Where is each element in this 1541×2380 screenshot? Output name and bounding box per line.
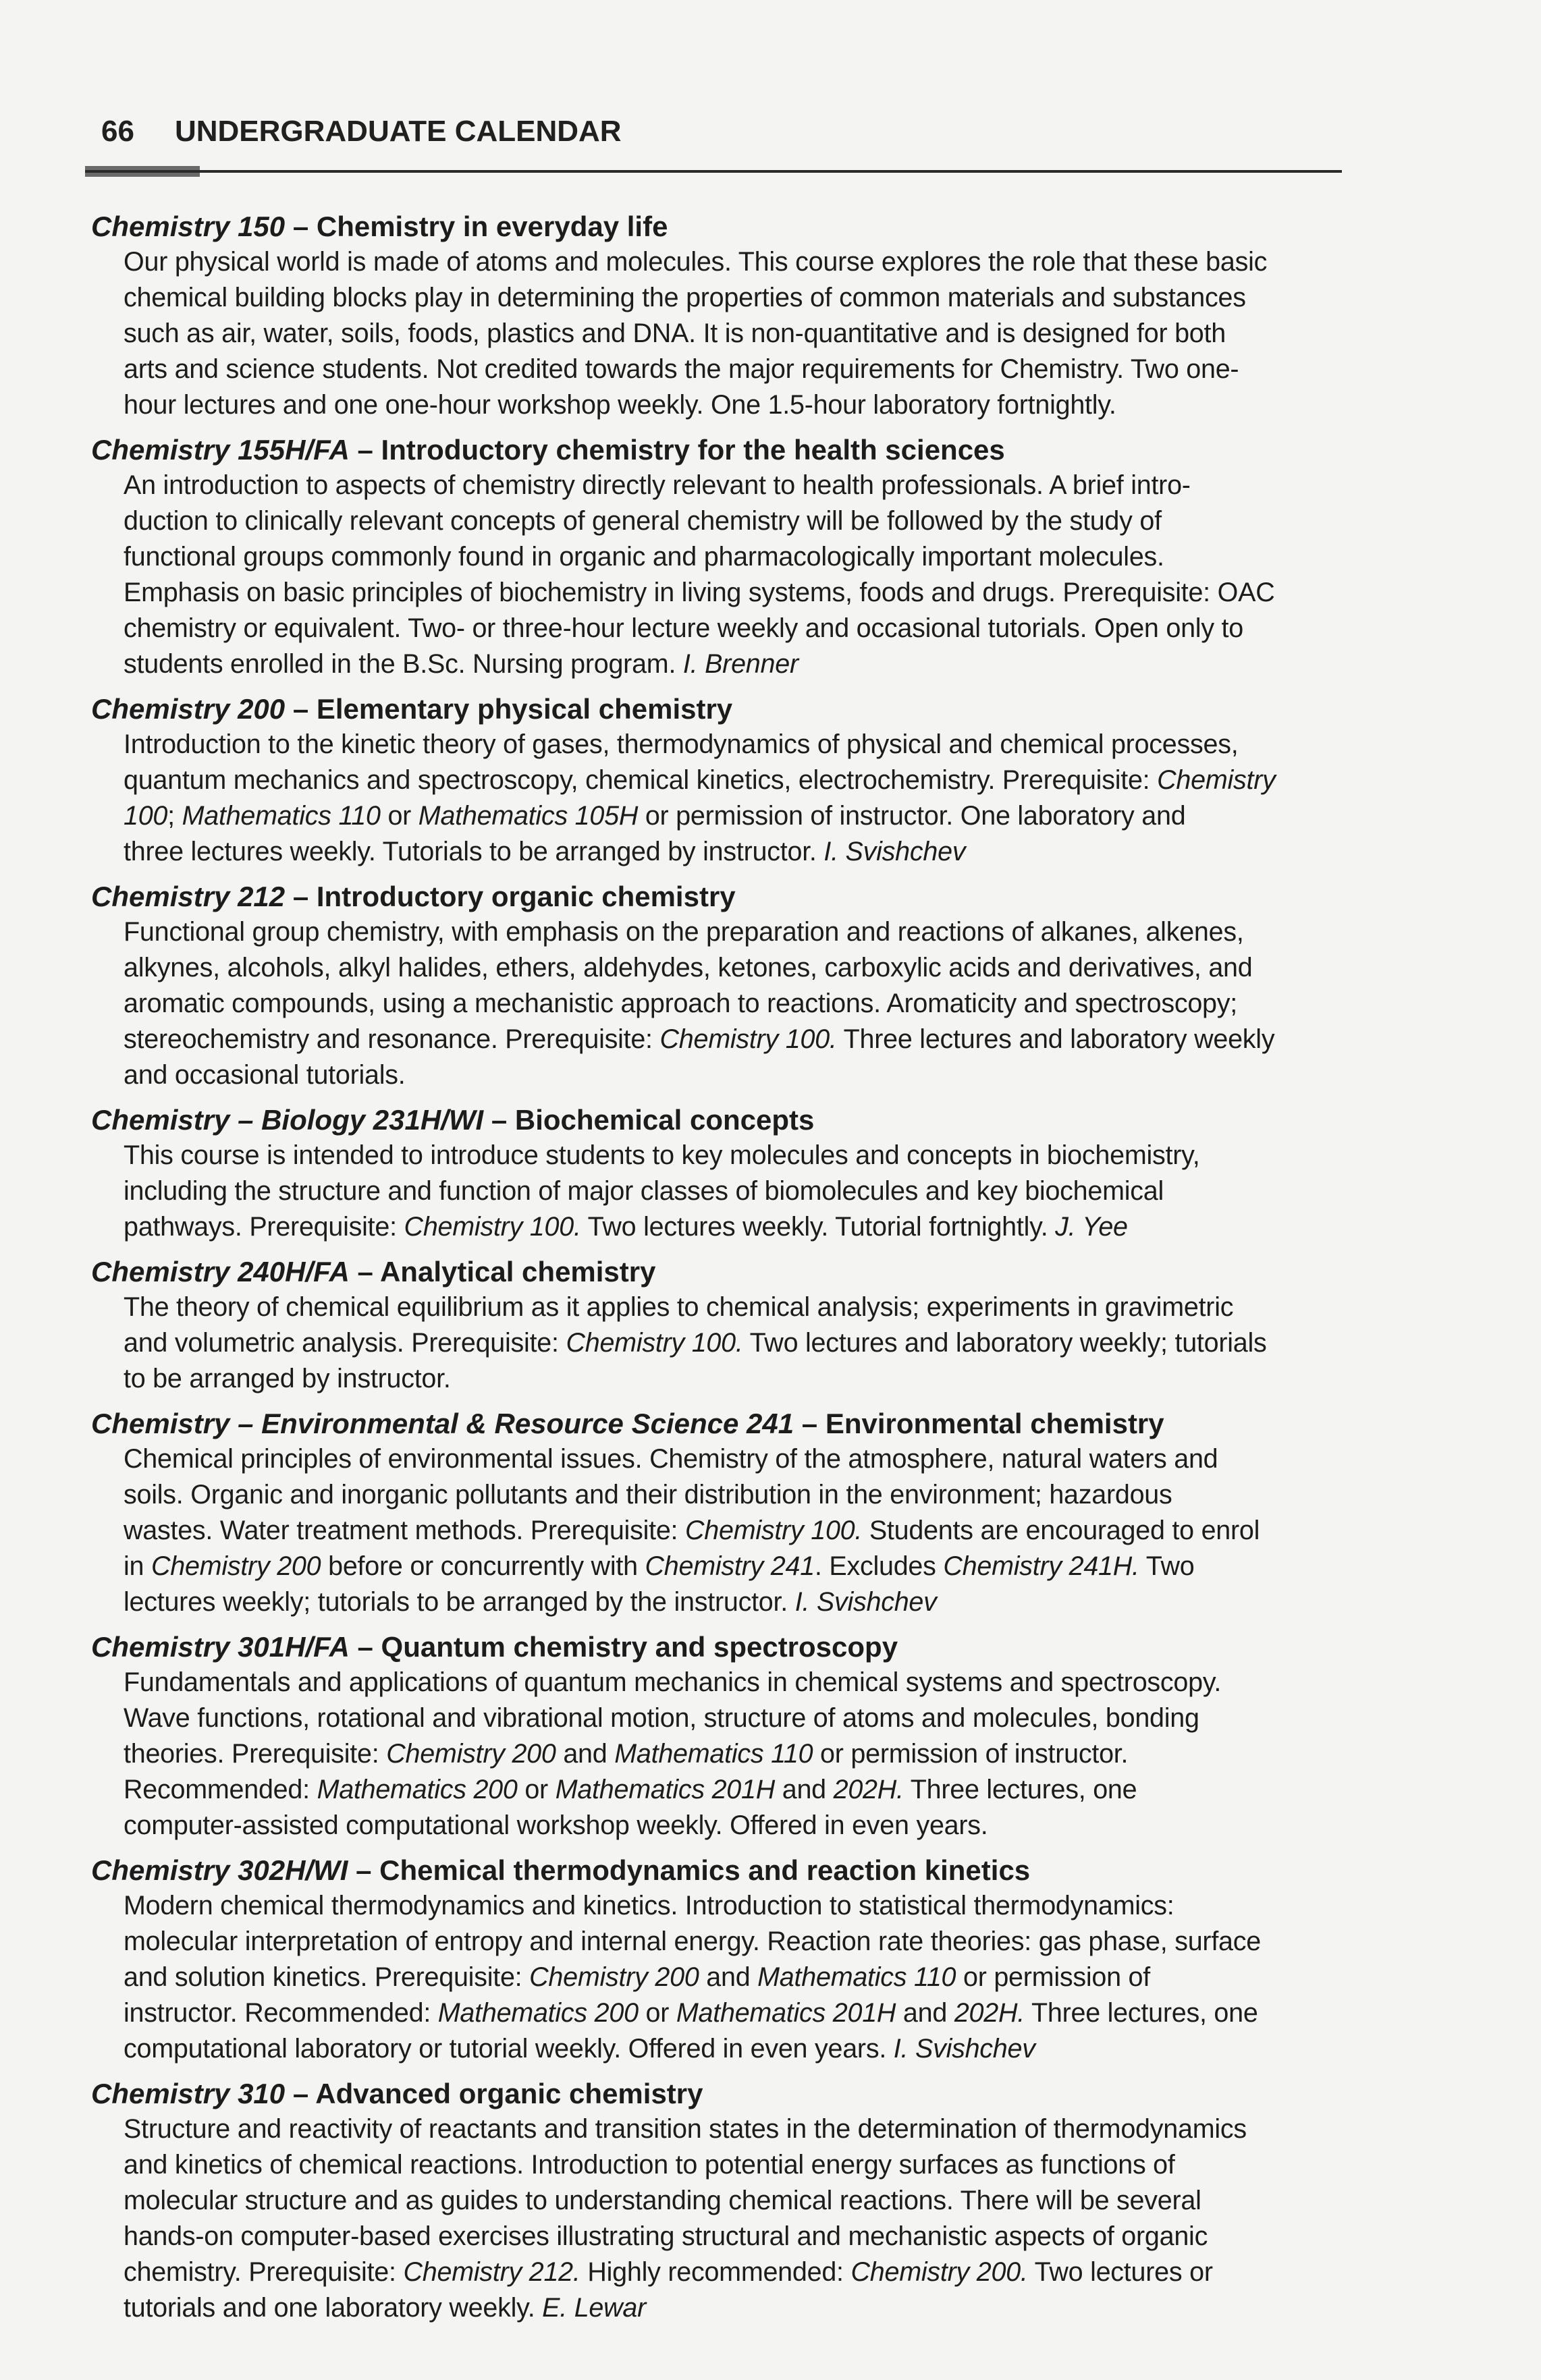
text: stereochemistry and resonance. Prerequisite: (124, 1024, 660, 1054)
text: in (124, 1551, 151, 1581)
text: Two lectures and laboratory weekly; tutorials (742, 1328, 1267, 1358)
text: or permission of instructor. (813, 1739, 1129, 1769)
course-entry (91, 1103, 1353, 1245)
italic-text: I. Brenner (682, 649, 799, 679)
text: molecular interpretation of entropy and internal energy. Reaction rate theories: gas phase, surface (124, 1927, 1261, 1956)
description-line (124, 1325, 1353, 1361)
italic-text: I. Svishchev (823, 837, 966, 866)
course-code: Chemistry – Biology 231H/WI (91, 1104, 484, 1136)
text: or (380, 801, 418, 831)
course-title: Chemical thermodynamics and reaction kinetics (379, 1854, 1031, 1886)
text: Students are encouraged to enrol (862, 1516, 1260, 1545)
text: Highly recommended: (580, 2257, 851, 2287)
course-description (124, 1138, 1353, 1245)
course-heading (91, 879, 1353, 914)
text: or (517, 1775, 556, 1804)
course-separator: – (794, 1408, 826, 1439)
text: An introduction to aspects of chemistry directly relevant to health professionals. A brief intro- (124, 470, 1191, 500)
text: molecular structure and as guides to understanding chemical reactions. There will be several (124, 2186, 1201, 2215)
description-line (124, 244, 1353, 280)
text: Three lectures and laboratory weekly (836, 1024, 1275, 1054)
italic-text: Chemistry 212. (403, 2257, 580, 2287)
description-line (124, 1888, 1353, 1924)
course-title: Quantum chemistry and spectroscopy (381, 1631, 898, 1663)
description-line (124, 2254, 1353, 2290)
text: duction to clinically relevant concepts of general chemistry will be followed by the study of (124, 506, 1162, 536)
description-line (124, 503, 1353, 539)
description-line (124, 2111, 1353, 2147)
course-title: Advanced organic chemistry (315, 2078, 703, 2109)
italic-text: Chemistry 100. (566, 1328, 743, 1358)
text: theories. Prerequisite: (124, 1739, 387, 1769)
text: Introduction to the kinetic theory of gases, thermodynamics of physical and chemical processes, (124, 729, 1239, 759)
text: pathways. Prerequisite: (124, 1212, 404, 1242)
text: instructor. Recommended: (124, 1998, 438, 2028)
description-line (124, 834, 1353, 870)
description-line (124, 1772, 1353, 1808)
text: ; (167, 801, 182, 831)
course-title: Elementary physical chemistry (316, 693, 733, 725)
text: This course is intended to introduce students to key molecules and concepts in biochemistry, (124, 1140, 1200, 1170)
description-line (124, 575, 1353, 611)
text: such as air, water, soils, foods, plastics and DNA. It is non-quantitative and is designed for both (124, 319, 1226, 348)
text: Our physical world is made of atoms and molecules. This course explores the role that these basic (124, 247, 1268, 277)
italic-text: Chemistry 200. (850, 2257, 1028, 2287)
description-line (124, 539, 1353, 575)
course-entry (91, 2076, 1353, 2326)
course-title: Environmental chemistry (825, 1408, 1164, 1439)
description-line (124, 2290, 1353, 2326)
description-line (124, 1924, 1353, 1960)
course-heading (91, 1853, 1353, 1888)
text: chemical building blocks play in determining the properties of common materials and substances (124, 283, 1246, 312)
text: Fundamentals and applications of quantum mechanics in chemical systems and spectroscopy. (124, 1667, 1222, 1697)
description-line (124, 1665, 1353, 1700)
description-line (124, 1022, 1353, 1057)
italic-text: Mathematics 110 (182, 801, 381, 831)
text: to be arranged by instructor. (124, 1364, 451, 1393)
text: Emphasis on basic principles of biochemistry in living systems, foods and drugs. Prerequisite: OAC (124, 578, 1275, 607)
text: hour lectures and one one-hour workshop weekly. One 1.5-hour laboratory fortnightly. (124, 390, 1116, 420)
description-line (124, 1808, 1353, 1844)
italic-text: Chemistry 100. (404, 1212, 581, 1242)
course-heading (91, 433, 1353, 468)
text: The theory of chemical equilibrium as it applies to chemical analysis; experiments in gravimetric (124, 1292, 1234, 1322)
text: and kinetics of chemical reactions. Introduction to potential energy surfaces as functions of (124, 2150, 1175, 2180)
text: students enrolled in the B.Sc. Nursing program. (124, 649, 683, 679)
text: Three lectures, one (903, 1775, 1137, 1804)
course-title: Analytical chemistry (379, 1256, 656, 1288)
italic-text: Mathematics 201H (555, 1775, 775, 1804)
text: Recommended: (124, 1775, 317, 1804)
text: and (775, 1775, 834, 1804)
course-separator: – (349, 434, 381, 466)
course-code: Chemistry 302H/WI (91, 1854, 348, 1886)
course-description (124, 727, 1353, 870)
header-rule (85, 170, 1342, 173)
course-entry (91, 1853, 1353, 2067)
text: and (699, 1962, 758, 1992)
course-description (124, 2111, 1353, 2326)
text: quantum mechanics and spectroscopy, chemical kinetics, electrochemistry. Prerequisite: (124, 765, 1158, 795)
text: or permission of (956, 1962, 1150, 1992)
text: chemistry. Prerequisite: (124, 2257, 404, 2287)
course-separator: – (483, 1104, 515, 1136)
text: chemistry or equivalent. Two- or three-hour lecture weekly and occasional tutorials. Open only to (124, 613, 1243, 643)
course-description (124, 244, 1353, 423)
text: and (556, 1739, 615, 1769)
course-title: Chemistry in everyday life (316, 211, 668, 242)
page-number: 66 (101, 115, 134, 148)
description-line (124, 2219, 1353, 2254)
course-separator: – (285, 2078, 316, 2109)
text: and (896, 1998, 954, 2028)
course-entry (91, 692, 1353, 870)
text: wastes. Water treatment methods. Prerequisite: (124, 1516, 685, 1545)
italic-text: Mathematics 110 (757, 1962, 956, 1992)
description-line (124, 611, 1353, 646)
description-line (124, 280, 1353, 316)
course-code: Chemistry – Environmental & Resource Science 241 (91, 1408, 794, 1439)
description-line (124, 2147, 1353, 2183)
course-entry (91, 1254, 1353, 1397)
description-line (124, 763, 1353, 798)
text: before or concurrently with (321, 1551, 645, 1581)
course-separator: – (348, 1854, 380, 1886)
course-description (124, 468, 1353, 682)
description-line (124, 1477, 1353, 1513)
text: tutorials and one laboratory weekly. (124, 2293, 543, 2323)
text: and solution kinetics. Prerequisite: (124, 1962, 530, 1992)
course-code: Chemistry 212 (91, 881, 286, 912)
italic-text: Mathematics 201H (676, 1998, 896, 2028)
description-line (124, 2183, 1353, 2219)
course-entry (91, 1630, 1353, 1844)
text: computational laboratory or tutorial weekly. Offered in even years. (124, 2034, 894, 2064)
text: alkynes, alcohols, alkyl halides, ethers, aldehydes, ketones, carboxylic acids and derivatives, and (124, 953, 1253, 983)
course-heading (91, 1406, 1353, 1441)
description-line (124, 1549, 1353, 1584)
italic-text: Chemistry 200 (151, 1551, 321, 1581)
text: Structure and reactivity of reactants and transition states in the determination of thermodynamics (124, 2114, 1247, 2144)
description-line (124, 914, 1353, 950)
description-line (124, 1960, 1353, 1995)
course-code: Chemistry 155H/FA (91, 434, 350, 466)
course-list (91, 209, 1353, 2335)
description-line (124, 468, 1353, 503)
course-entry (91, 1406, 1353, 1620)
text: hands-on computer-based exercises illustrating structural and mechanistic aspects of organic (124, 2221, 1208, 2251)
description-line (124, 1441, 1353, 1477)
italic-text: Mathematics 110 (614, 1739, 813, 1769)
course-code: Chemistry 310 (91, 2078, 286, 2109)
course-separator: – (285, 693, 317, 725)
text: arts and science students. Not credited towards the major requirements for Chemistry. Two one- (124, 354, 1239, 384)
italic-text: Chemistry 241H. (943, 1551, 1139, 1581)
text: Functional group chemistry, with emphasis on the preparation and reactions of alkanes, alkenes, (124, 917, 1244, 947)
course-entry (91, 879, 1353, 1093)
course-code: Chemistry 150 (91, 211, 286, 242)
course-separator: – (349, 1631, 381, 1663)
course-description (124, 914, 1353, 1093)
description-line (124, 316, 1353, 352)
text: Wave functions, rotational and vibrational motion, structure of atoms and molecules, bonding (124, 1703, 1199, 1733)
text: soils. Organic and inorganic pollutants and their distribution in the environment; hazardous (124, 1480, 1172, 1510)
text: Three lectures, one (1024, 1998, 1258, 2028)
italic-text: Mathematics 200 (317, 1775, 518, 1804)
course-title: Biochemical concepts (514, 1104, 815, 1136)
course-description (124, 1441, 1353, 1620)
text: three lectures weekly. Tutorials to be arranged by instructor. (124, 837, 824, 866)
course-heading (91, 1103, 1353, 1138)
description-line (124, 1209, 1353, 1245)
text: computer-assisted computational workshop weekly. Offered in even years. (124, 1810, 988, 1840)
italic-text: Mathematics 105H (418, 801, 639, 831)
italic-text: 100 (124, 801, 168, 831)
italic-text: Chemistry 241 (645, 1551, 815, 1581)
text: and occasional tutorials. (124, 1060, 406, 1090)
description-line (124, 1138, 1353, 1173)
course-title: Introductory chemistry for the health sciences (381, 434, 1005, 466)
course-heading (91, 209, 1353, 244)
description-line (124, 1173, 1353, 1209)
course-entry (91, 209, 1353, 423)
page-title: UNDERGRADUATE CALENDAR (174, 115, 622, 148)
italic-text: I. Svishchev (794, 1587, 937, 1617)
italic-text: J. Yee (1055, 1212, 1128, 1242)
text: Two lectures or (1027, 2257, 1213, 2287)
text: . Excludes (814, 1551, 944, 1581)
text: functional groups commonly found in organic and pharmacologically important molecules. (124, 542, 1164, 572)
text: Two (1139, 1551, 1195, 1581)
course-description (124, 1665, 1353, 1844)
text: Chemical principles of environmental issues. Chemistry of the atmosphere, natural waters and (124, 1444, 1218, 1474)
description-line (124, 2031, 1353, 2067)
course-heading (91, 1630, 1353, 1665)
course-heading (91, 2076, 1353, 2111)
course-separator: – (285, 881, 317, 912)
text: or permission of instructor. One laboratory and (638, 801, 1186, 831)
course-separator: – (285, 211, 317, 242)
italic-text: Chemistry 200 (386, 1739, 556, 1769)
description-line (124, 1290, 1353, 1325)
description-line (124, 798, 1353, 834)
text: lectures weekly; tutorials to be arranged by the instructor. (124, 1587, 795, 1617)
description-line (124, 950, 1353, 986)
description-line (124, 1584, 1353, 1620)
text: including the structure and function of major classes of biomolecules and key biochemical (124, 1176, 1164, 1206)
course-entry (91, 433, 1353, 682)
course-heading (91, 692, 1353, 727)
italic-text: 202H. (954, 1998, 1025, 2028)
italic-text: Chemistry 100. (659, 1024, 837, 1054)
text: and volumetric analysis. Prerequisite: (124, 1328, 566, 1358)
italic-text: 202H. (833, 1775, 904, 1804)
description-line (124, 646, 1353, 682)
course-code: Chemistry 200 (91, 693, 286, 725)
course-description (124, 1290, 1353, 1397)
course-title: Introductory organic chemistry (316, 881, 736, 912)
page-header (101, 115, 622, 148)
text: Modern chemical thermodynamics and kinetics. Introduction to statistical thermodynamics: (124, 1891, 1174, 1920)
description-line (124, 1361, 1353, 1397)
description-line (124, 727, 1353, 763)
description-line (124, 1513, 1353, 1549)
italic-text: Chemistry 200 (529, 1962, 699, 1992)
description-line (124, 986, 1353, 1022)
italic-text: Mathematics 200 (437, 1998, 639, 2028)
italic-text: Chemistry 100. (684, 1516, 863, 1545)
text: or (638, 1998, 676, 2028)
course-separator: – (349, 1256, 380, 1288)
description-line (124, 387, 1353, 423)
description-line (124, 1995, 1353, 2031)
course-code: Chemistry 240H/FA (91, 1256, 350, 1288)
italic-text: Chemistry (1157, 765, 1276, 795)
description-line (124, 1057, 1353, 1093)
description-line (124, 1736, 1353, 1772)
description-line (124, 352, 1353, 387)
course-code: Chemistry 301H/FA (91, 1631, 350, 1663)
text: Two lectures weekly. Tutorial fortnightly. (580, 1212, 1056, 1242)
italic-text: I. Svishchev (893, 2034, 1035, 2064)
text: aromatic compounds, using a mechanistic approach to reactions. Aromaticity and spectroscopy; (124, 989, 1238, 1018)
course-heading (91, 1254, 1353, 1290)
course-description (124, 1888, 1353, 2067)
description-line (124, 1700, 1353, 1736)
italic-text: E. Lewar (542, 2293, 647, 2323)
